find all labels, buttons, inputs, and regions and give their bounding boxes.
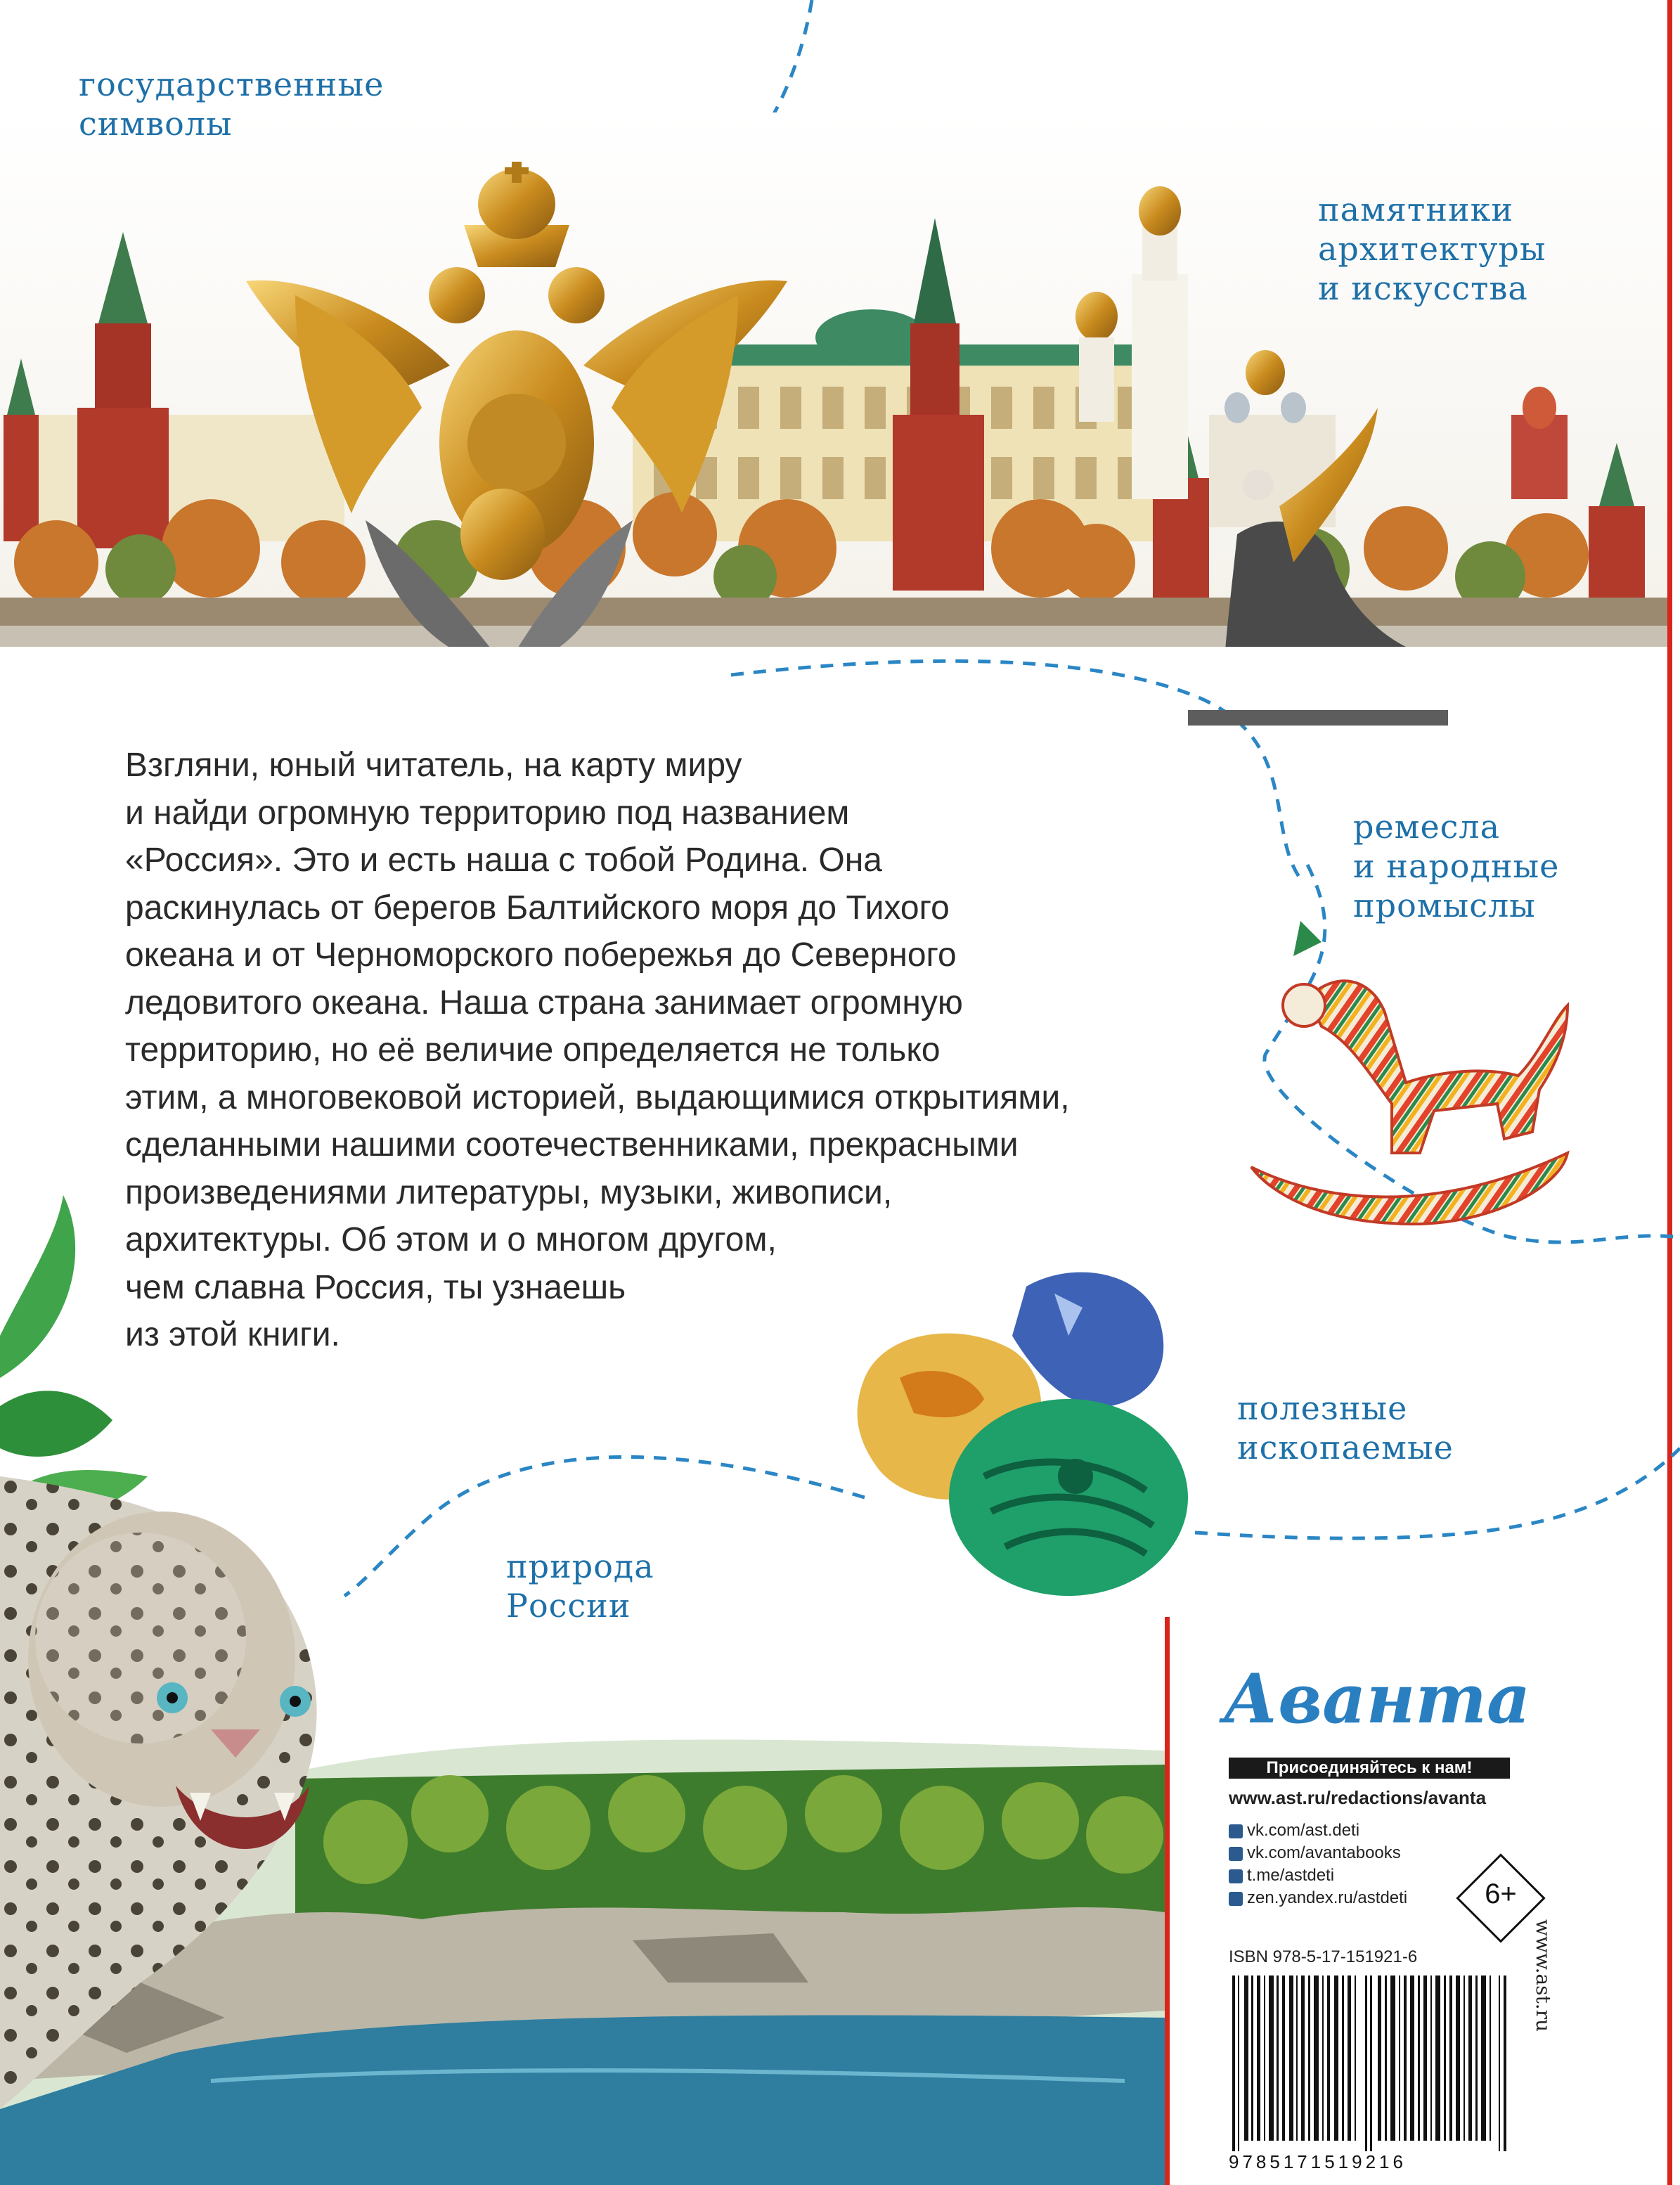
griffin-pedestal [1188, 710, 1448, 726]
minerals-image [844, 1244, 1209, 1610]
barcode [1229, 1975, 1510, 2151]
label-nature: природа России [506, 1547, 654, 1625]
intro-text: Взгляни, юный читатель, на карту миру и найди огромную территорию под названием «Россия». Это и есть наша с тобой Родина. Она раскинулась от берегов Балтийского моря до Тихого океана и от Черноморского побережья до Северного ледовитого океана. Наша страна занимает огромную территорию, но её величие определяется не только этим, а многовековой историей, выдающимися открытиями, сделанными нашими соотечественниками, прекрасными произведениями литературы, музыки, живописи, архитектуры. Об этом и о многом другом, чем славна Россия, ты узнаешь из этой книги. [125, 747, 1070, 1353]
vk-icon [1229, 1847, 1243, 1861]
dymkovo-horse-toy [1237, 900, 1589, 1237]
social-link[interactable]: zen.yandex.ru/astdeti [1229, 1888, 1407, 1908]
publisher-red-line [1165, 1617, 1170, 2185]
publisher-block [1195, 1617, 1652, 2179]
barcode-number: 9785171519216 [1229, 2151, 1407, 2172]
vk-icon [1229, 1824, 1243, 1838]
label-minerals: полезные ископаемые [1237, 1389, 1454, 1467]
social-link[interactable]: t.me/astdeti [1229, 1866, 1334, 1886]
join-banner: Присоединяйтесь к нам! [1229, 1758, 1510, 1779]
telegram-icon [1229, 1869, 1243, 1883]
site-vertical[interactable]: www.ast.ru [1532, 1919, 1555, 2032]
label-architecture: памятники архитектуры и искусства [1318, 191, 1546, 307]
snow-leopard [0, 1476, 394, 2185]
publisher-link[interactable]: www.ast.ru/redactions/avanta [1229, 1787, 1487, 1808]
avanta-logo: Аванта [1223, 1659, 1531, 1739]
label-state-symbols: государственные символы [79, 65, 385, 143]
social-link[interactable]: vk.com/avantabooks [1229, 1843, 1401, 1863]
isbn: ISBN 978-5-17-151921-6 [1229, 1947, 1418, 1966]
zen-icon [1229, 1892, 1243, 1906]
social-link[interactable]: vk.com/ast.deti [1229, 1821, 1359, 1841]
label-crafts: ремесла и народные промыслы [1353, 808, 1560, 924]
age-rating-text: 6+ [1485, 1878, 1517, 1909]
